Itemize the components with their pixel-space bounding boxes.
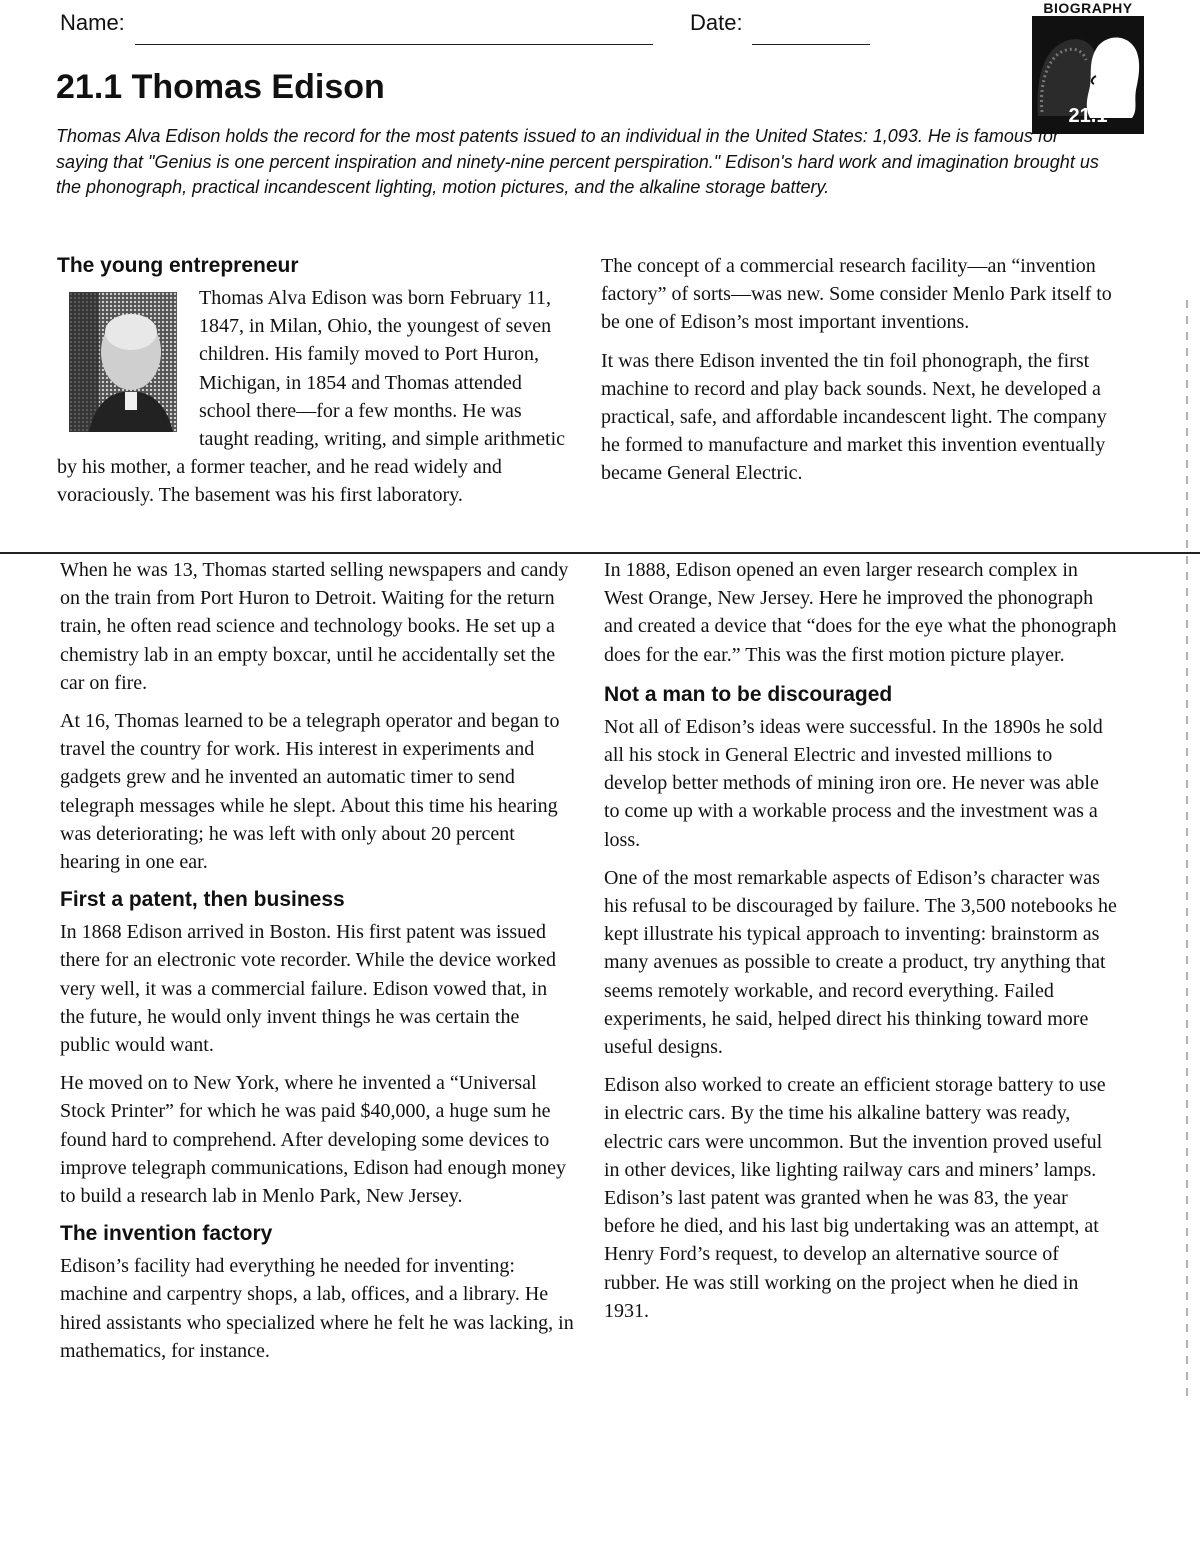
left-column-bottom [60,556,574,1375]
edison-portrait-image [69,292,177,432]
paragraph-new-york: He moved on to New York, where he invented a “Universal Stock Printer” for which he was paid $40,000, a huge sum he found hard to comprehend. After developing some devices to improve telegraph communications, Edison had enough money to build a research lab in Menlo Park, New Jersey. [60,1072,566,1208]
paragraph-mining: Not all of Edison’s ideas were successful. In the 1890s he sold all his stock in General Electric and invested millions to develop better methods of mining iron ore. He never was able to come up with a workable process and the investment was a loss. [604,715,1103,851]
left-column-top [57,252,571,520]
paragraph-newspapers: When he was 13, Thomas started selling newspapers and candy on the train from Port Huron to Detroit. Waiting for the return train, he often read science and technology books. He set up a chemistry lab in an empty boxcar, until he accidentally set the car on fire. [60,559,569,694]
heading-invention-factory: The invention factory [60,1222,273,1246]
name-label: Name: [60,10,125,35]
horizontal-divider [0,552,1200,554]
right-column-bottom [604,556,1118,1335]
paragraph-facility: Edison’s facility had everything he needed for inventing: machine and carpentry shops, a lab, offices, and a library. He hired assistants who specialized where he felt he was lacking, in mathematics, for instance. [60,1255,574,1362]
heading-first-patent: First a patent, then business [60,888,345,912]
paragraph-west-orange: In 1888, Edison opened an even larger research complex in West Orange, New Jersey. Here he improved the phonograph and created a device that “does for the eye what the phonograph does for the ear.” This was the first motion picture player. [604,559,1117,666]
right-column-top [601,252,1115,498]
paragraph-research-facility: The concept of a commercial research facility—an “invention factory” of sorts—was new. Some consider Menlo Park itself to be one of Edison’s most important inventions. [601,255,1112,334]
heading-not-discouraged: Not a man to be discouraged [604,682,893,706]
page-title: 21.1 Thomas Edison [56,68,385,106]
badge-box [1032,16,1144,134]
date-label: Date: [690,10,743,35]
paragraph-birth: Thomas Alva Edison was born February 11, 1847, in Milan, Ohio, the youngest of seven children. His family moved to Port Huron, Michigan, in 1854 and Thomas attended school there—for a few months. He was taught reading, writing, and simple arithmetic by his mother, a former teacher, and he read widely and voraciously. The basement was his first laboratory. [57,287,566,507]
paragraph-battery: Edison also worked to create an efficient storage battery to use in electric cars. By the time his alkaline battery was ready, electric cars were uncommon. But the invention proved useful in other devices, like lighting railway cars and miners’ lamps. Edison’s last patent was granted when he was 83, the year before he died, and his last big undertaking was an attempt, at Henry Ford’s request, to develop an alternative source of rubber. He was still working on the project when he died in 1931. [604,1074,1106,1322]
paragraph-telegraph: At 16, Thomas learned to be a telegraph operator and began to travel the country for work. His interest in experiments and gadgets grew and he invented an automatic timer to send telegraph messages while he slept. About this time his hearing was deteriorating; he was left with only about 20 percent hearing in one ear. [60,710,560,874]
paragraph-menlo-inventions: It was there Edison invented the tin foil phonograph, the first machine to record and play back sounds. Next, he developed a practical, safe, and affordable incandescent light. The company he formed to manufacture and market this invention eventually became General Electric. [601,349,1107,485]
paragraph-boston: In 1868 Edison arrived in Boston. His first patent was issued there for an electronic vote recorder. While the device worked very well, it was a commercial failure. Edison vowed that, in the future, he would only invent things he was certain the public would want. [60,921,557,1057]
badge-label: BIOGRAPHY [1043,0,1133,16]
intro-paragraph: Thomas Alva Edison holds the record for the most patents issued to an individual in the United States: 1,093. He is famous for saying that "Genius is one percent inspiration and ninety-nine percent perspiration." Edison's hard work and imagination brought us the phonograph, practical incandescent lighting, motion pictures, and the alkaline storage battery. [56,126,1099,197]
name-blank-line [135,44,653,45]
heading-young-entrepreneur: The young entrepreneur [57,254,299,277]
paragraph-notebooks: One of the most remarkable aspects of Edison’s character was his refusal to be discouraged by failure. The 3,500 notebooks he kept illustrate his typical approach to inventing: brainstorm as many avenues as possible to create a product, try anything that seems remotely workable, and record everything. Failed experiments, he said, helped direct his thinking toward more useful designs. [604,866,1117,1059]
margin-dashes [1186,300,1188,1400]
badge-number: 21.1 [1068,105,1108,127]
date-blank-line [752,44,870,45]
biography-badge [1032,0,1144,134]
